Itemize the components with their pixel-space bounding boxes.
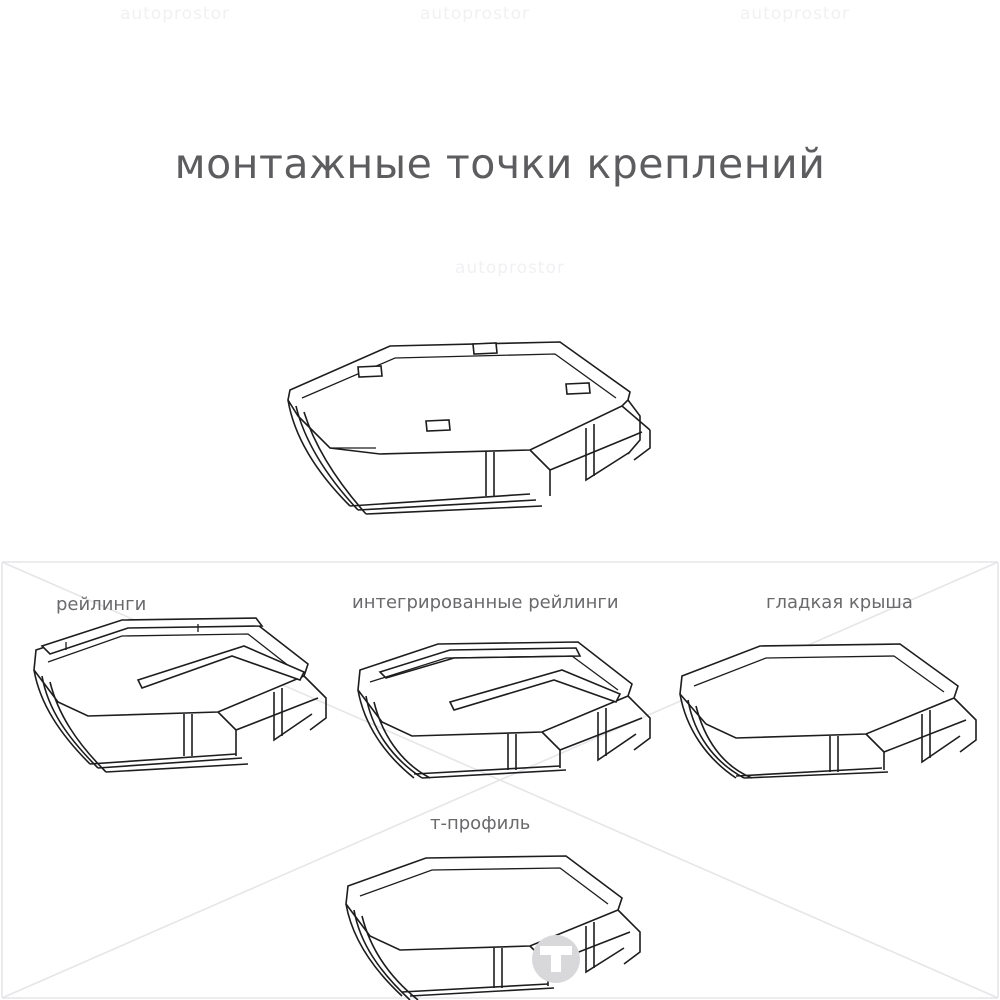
hero-illustration	[230, 320, 710, 560]
roof-type-label-smooth: гладкая крыша	[766, 592, 913, 613]
watermark-text: autoprostor	[455, 258, 565, 278]
watermark-text: autoprostor	[120, 4, 230, 24]
car-roof-rails-icon	[18, 606, 338, 776]
watermark-text: autoprostor	[420, 4, 530, 24]
car-roof-smooth-icon	[668, 628, 993, 778]
page-title: монтажные точки креплений	[174, 140, 826, 188]
roof-type-label-integrated: интегрированные рейлинги	[352, 592, 619, 613]
car-roof-t-profile-icon	[330, 840, 660, 1000]
car-roof-integrated-rails-icon	[340, 628, 660, 778]
roof-type-label-t-profile: т-профиль	[430, 813, 531, 834]
roof-type-label-rails: рейлинги	[56, 594, 147, 615]
watermark-text: autoprostor	[740, 4, 850, 24]
